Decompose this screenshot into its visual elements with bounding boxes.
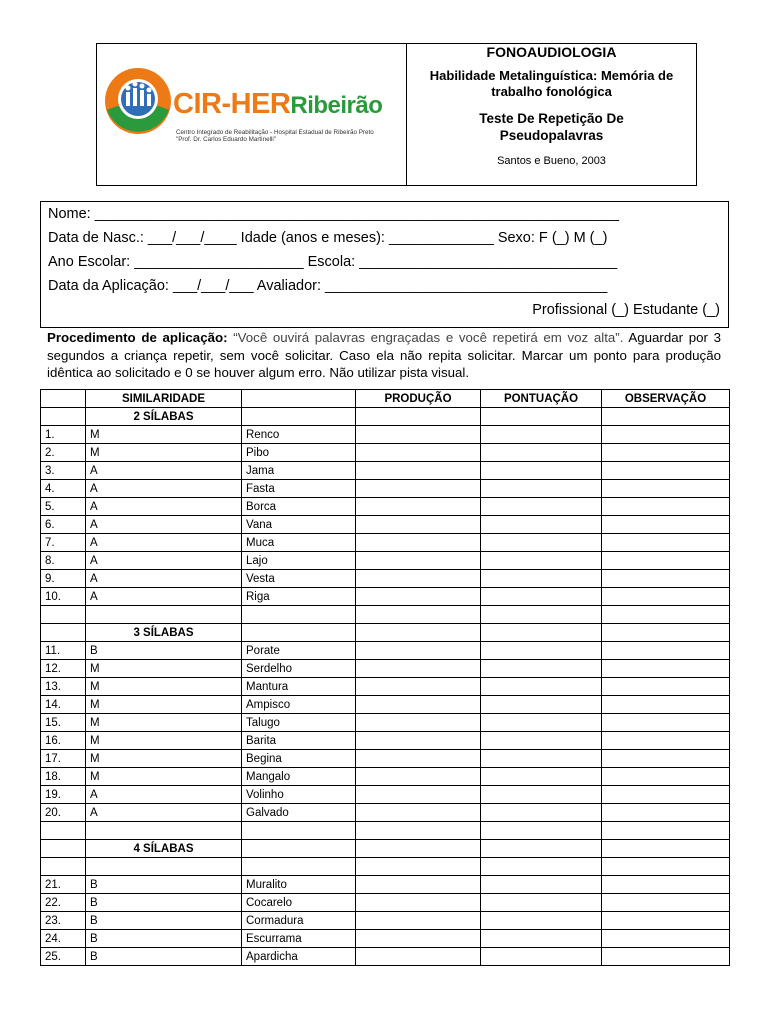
empty-cell (356, 408, 481, 426)
header-number (41, 390, 86, 408)
item-number: 24. (41, 930, 86, 948)
item-number: 13. (41, 678, 86, 696)
item-similarity: A (86, 588, 242, 606)
nome-field[interactable]: Nome: _________________________________________________________________ (48, 206, 619, 222)
item-similarity: A (86, 534, 242, 552)
table-row (41, 444, 730, 462)
producao-cell[interactable] (356, 426, 481, 444)
section-title: 3 SÍLABAS (86, 624, 242, 642)
item-similarity: B (86, 912, 242, 930)
empty-cell (41, 858, 86, 876)
pontuacao-cell[interactable] (481, 750, 602, 768)
item-pseudoword: Cormadura (242, 912, 356, 930)
producao-cell[interactable] (356, 444, 481, 462)
item-similarity: M (86, 696, 242, 714)
procedure-instructions: Aguardar por 3 segundos a criança repetir, sem você solicitar. Caso ela não repita solicitar. Marcar um ponto para produção idêntica ao solicitado e 0 se houver algum erro. Não utilizar pista visual. (47, 330, 722, 380)
pseudowords-table (40, 389, 730, 966)
observacao-cell[interactable] (602, 660, 730, 678)
empty-cell (242, 840, 356, 858)
empty-cell[interactable] (356, 606, 481, 624)
table-header-row (41, 390, 730, 408)
section-header-row (41, 624, 730, 642)
empty-cell (602, 624, 730, 642)
item-pseudoword: Vana (242, 516, 356, 534)
pontuacao-cell[interactable] (481, 534, 602, 552)
observacao-cell[interactable] (602, 534, 730, 552)
spacer-row (41, 858, 730, 876)
pontuacao-cell[interactable] (481, 894, 602, 912)
item-pseudoword: Vesta (242, 570, 356, 588)
item-number: 20. (41, 804, 86, 822)
observacao-cell[interactable] (602, 786, 730, 804)
observacao-cell[interactable] (602, 444, 730, 462)
aplicacao-field[interactable]: Data da Aplicação: ___/___/___ Avaliador: ___________________________________ (48, 278, 608, 294)
logo-subtitle: Centro Integrado de Reabilitação - Hospital Estadual de Ribeirão Preto "Prof. Dr. Carlos Eduardo Martinelli" (176, 129, 374, 143)
item-number: 12. (41, 660, 86, 678)
item-similarity: M (86, 660, 242, 678)
producao-cell[interactable] (356, 912, 481, 930)
empty-cell (242, 822, 356, 840)
item-similarity: M (86, 750, 242, 768)
item-pseudoword: Riga (242, 588, 356, 606)
empty-cell (86, 858, 242, 876)
pontuacao-cell[interactable] (481, 786, 602, 804)
procedure-label: Procedimento de aplicação: (47, 330, 228, 345)
item-number: 5. (41, 498, 86, 516)
observacao-cell[interactable] (602, 426, 730, 444)
empty-cell (41, 606, 86, 624)
header-box (96, 43, 697, 186)
empty-cell (481, 840, 602, 858)
pontuacao-cell[interactable] (481, 930, 602, 948)
item-pseudoword: Muca (242, 534, 356, 552)
item-pseudoword: Barita (242, 732, 356, 750)
producao-cell[interactable] (356, 876, 481, 894)
empty-cell[interactable] (481, 606, 602, 624)
pontuacao-cell[interactable] (481, 480, 602, 498)
table-row (41, 426, 730, 444)
empty-cell (242, 606, 356, 624)
item-similarity: M (86, 426, 242, 444)
item-number: 10. (41, 588, 86, 606)
item-pseudoword: Galvado (242, 804, 356, 822)
section-header-row (41, 840, 730, 858)
empty-cell (86, 822, 242, 840)
empty-cell (41, 840, 86, 858)
item-pseudoword: Renco (242, 426, 356, 444)
table-row (41, 948, 730, 966)
pontuacao-cell[interactable] (481, 948, 602, 966)
item-pseudoword: Jama (242, 462, 356, 480)
item-number: 1. (41, 426, 86, 444)
header-producao: PRODUÇÃO (356, 390, 481, 408)
table-row (41, 516, 730, 534)
empty-cell (481, 624, 602, 642)
item-similarity: A (86, 480, 242, 498)
test-name: Teste De Repetição De Pseudopalavras (479, 111, 624, 143)
spacer-row (41, 822, 730, 840)
producao-cell[interactable] (356, 786, 481, 804)
table-row (41, 786, 730, 804)
table-row (41, 570, 730, 588)
header-similaridade: SIMILARIDADE (86, 390, 242, 408)
item-number: 2. (41, 444, 86, 462)
producao-cell[interactable] (356, 480, 481, 498)
empty-cell (242, 624, 356, 642)
item-pseudoword: Fasta (242, 480, 356, 498)
producao-cell[interactable] (356, 750, 481, 768)
item-pseudoword: Porate (242, 642, 356, 660)
item-number: 9. (41, 570, 86, 588)
pontuacao-cell[interactable] (481, 588, 602, 606)
table-row (41, 480, 730, 498)
empty-cell (602, 408, 730, 426)
empty-cell (356, 840, 481, 858)
pontuacao-cell[interactable] (481, 426, 602, 444)
producao-cell[interactable] (356, 588, 481, 606)
observacao-cell[interactable] (602, 462, 730, 480)
table-row (41, 804, 730, 822)
producao-cell[interactable] (356, 462, 481, 480)
item-pseudoword: Cocarelo (242, 894, 356, 912)
observacao-cell[interactable] (602, 588, 730, 606)
producao-cell[interactable] (356, 948, 481, 966)
observacao-cell[interactable] (602, 750, 730, 768)
producao-cell[interactable] (356, 642, 481, 660)
item-pseudoword: Begina (242, 750, 356, 768)
item-similarity: B (86, 876, 242, 894)
observacao-cell[interactable] (602, 948, 730, 966)
item-similarity: B (86, 948, 242, 966)
table-row (41, 660, 730, 678)
item-number: 11. (41, 642, 86, 660)
item-pseudoword: Muralito (242, 876, 356, 894)
empty-cell (41, 822, 86, 840)
item-similarity: M (86, 678, 242, 696)
document-subtitle: Habilidade Metalinguística: Memória de trabalho fonológica (429, 68, 674, 99)
item-pseudoword: Borca (242, 498, 356, 516)
item-number: 14. (41, 696, 86, 714)
observacao-cell[interactable] (602, 804, 730, 822)
table-row (41, 768, 730, 786)
pontuacao-cell[interactable] (481, 462, 602, 480)
observacao-cell[interactable] (602, 642, 730, 660)
observacao-cell[interactable] (602, 732, 730, 750)
observacao-cell[interactable] (602, 894, 730, 912)
table-row (41, 714, 730, 732)
table-row (41, 552, 730, 570)
table-row (41, 912, 730, 930)
item-similarity: M (86, 714, 242, 732)
table-row (41, 678, 730, 696)
observacao-cell[interactable] (602, 876, 730, 894)
table-row (41, 732, 730, 750)
observacao-cell[interactable] (602, 480, 730, 498)
item-number: 7. (41, 534, 86, 552)
empty-cell[interactable] (481, 822, 602, 840)
pontuacao-cell[interactable] (481, 696, 602, 714)
spacer-row (41, 606, 730, 624)
item-number: 15. (41, 714, 86, 732)
empty-cell (41, 624, 86, 642)
item-similarity: A (86, 570, 242, 588)
item-pseudoword: Ampisco (242, 696, 356, 714)
empty-cell[interactable] (356, 822, 481, 840)
item-pseudoword: Pibo (242, 444, 356, 462)
producao-cell[interactable] (356, 768, 481, 786)
observacao-cell[interactable] (602, 930, 730, 948)
item-number: 25. (41, 948, 86, 966)
pontuacao-cell[interactable] (481, 732, 602, 750)
header-pontuacao: PONTUAÇÃO (481, 390, 602, 408)
table-row (41, 930, 730, 948)
producao-cell[interactable] (356, 696, 481, 714)
ano-escolar-field[interactable]: Ano Escolar: _____________________ Escola: ________________________________ (48, 254, 618, 270)
nasc-field[interactable]: Data de Nasc.: ___/___/____ Idade (anos e meses): _____________ Sexo: F (_) M (_) (48, 230, 608, 246)
item-pseudoword: Lajo (242, 552, 356, 570)
producao-cell[interactable] (356, 930, 481, 948)
header-observacao: OBSERVAÇÃO (602, 390, 730, 408)
empty-cell[interactable] (356, 858, 481, 876)
item-number: 3. (41, 462, 86, 480)
producao-cell[interactable] (356, 732, 481, 750)
table-row (41, 462, 730, 480)
observacao-cell[interactable] (602, 498, 730, 516)
section-header-row (41, 408, 730, 426)
item-number: 16. (41, 732, 86, 750)
table-row (41, 498, 730, 516)
pontuacao-cell[interactable] (481, 804, 602, 822)
producao-cell[interactable] (356, 660, 481, 678)
pontuacao-cell[interactable] (481, 876, 602, 894)
producao-cell[interactable] (356, 570, 481, 588)
pontuacao-cell[interactable] (481, 642, 602, 660)
producao-cell[interactable] (356, 804, 481, 822)
empty-cell (242, 408, 356, 426)
item-pseudoword: Escurrama (242, 930, 356, 948)
observacao-cell[interactable] (602, 768, 730, 786)
producao-cell[interactable] (356, 498, 481, 516)
observacao-cell[interactable] (602, 552, 730, 570)
observacao-cell[interactable] (602, 570, 730, 588)
table-row (41, 642, 730, 660)
producao-cell[interactable] (356, 534, 481, 552)
test-author: Santos e Bueno, 2003 (497, 155, 606, 167)
item-similarity: M (86, 444, 242, 462)
item-similarity: A (86, 516, 242, 534)
pontuacao-cell[interactable] (481, 552, 602, 570)
producao-cell[interactable] (356, 552, 481, 570)
item-number: 4. (41, 480, 86, 498)
procedure-text (47, 329, 721, 382)
empty-cell[interactable] (602, 822, 730, 840)
item-similarity: B (86, 642, 242, 660)
item-pseudoword: Mantura (242, 678, 356, 696)
pontuacao-cell[interactable] (481, 498, 602, 516)
producao-cell[interactable] (356, 894, 481, 912)
logo-cell (97, 44, 407, 185)
logo-wordmark: CIR-HERRibeirão (173, 88, 383, 120)
title-cell (407, 44, 696, 185)
item-pseudoword: Serdelho (242, 660, 356, 678)
empty-cell (86, 606, 242, 624)
item-similarity: B (86, 930, 242, 948)
table-row (41, 876, 730, 894)
item-similarity: M (86, 732, 242, 750)
empty-cell[interactable] (602, 606, 730, 624)
empty-cell (602, 840, 730, 858)
item-pseudoword: Mangalo (242, 768, 356, 786)
pontuacao-cell[interactable] (481, 444, 602, 462)
item-number: 18. (41, 768, 86, 786)
observacao-cell[interactable] (602, 714, 730, 732)
table-row (41, 588, 730, 606)
producao-cell[interactable] (356, 516, 481, 534)
producao-cell[interactable] (356, 714, 481, 732)
cir-her-logo-icon (103, 66, 173, 136)
empty-cell (481, 408, 602, 426)
item-pseudoword: Talugo (242, 714, 356, 732)
patient-info-box (40, 201, 729, 328)
item-number: 17. (41, 750, 86, 768)
item-similarity: B (86, 894, 242, 912)
table-row (41, 750, 730, 768)
item-number: 8. (41, 552, 86, 570)
profissional-field[interactable]: Profissional (_) Estudante (_) (532, 302, 720, 318)
observacao-cell[interactable] (602, 912, 730, 930)
item-similarity: A (86, 552, 242, 570)
pontuacao-cell[interactable] (481, 714, 602, 732)
item-number: 23. (41, 912, 86, 930)
empty-cell (356, 624, 481, 642)
item-similarity: A (86, 498, 242, 516)
section-title: 2 SÍLABAS (86, 408, 242, 426)
observacao-cell[interactable] (602, 516, 730, 534)
pontuacao-cell[interactable] (481, 660, 602, 678)
observacao-cell[interactable] (602, 678, 730, 696)
pontuacao-cell[interactable] (481, 912, 602, 930)
document-title: FONOAUDIOLOGIA (486, 44, 617, 60)
table-body (41, 408, 730, 966)
table-row (41, 696, 730, 714)
item-pseudoword: Volinho (242, 786, 356, 804)
pontuacao-cell[interactable] (481, 516, 602, 534)
empty-cell[interactable] (602, 858, 730, 876)
item-pseudoword: Apardicha (242, 948, 356, 966)
pontuacao-cell[interactable] (481, 678, 602, 696)
pontuacao-cell[interactable] (481, 768, 602, 786)
empty-cell (41, 408, 86, 426)
item-similarity: A (86, 786, 242, 804)
item-similarity: A (86, 804, 242, 822)
observacao-cell[interactable] (602, 696, 730, 714)
header-word (242, 390, 356, 408)
empty-cell[interactable] (481, 858, 602, 876)
procedure-quote: “Você ouvirá palavras engraçadas e você repetirá em voz alta”. (233, 330, 624, 345)
item-similarity: M (86, 768, 242, 786)
pontuacao-cell[interactable] (481, 570, 602, 588)
empty-cell (242, 858, 356, 876)
producao-cell[interactable] (356, 678, 481, 696)
table-row (41, 894, 730, 912)
item-number: 21. (41, 876, 86, 894)
item-number: 19. (41, 786, 86, 804)
table-row (41, 534, 730, 552)
item-similarity: A (86, 462, 242, 480)
item-number: 6. (41, 516, 86, 534)
section-title: 4 SÍLABAS (86, 840, 242, 858)
item-number: 22. (41, 894, 86, 912)
